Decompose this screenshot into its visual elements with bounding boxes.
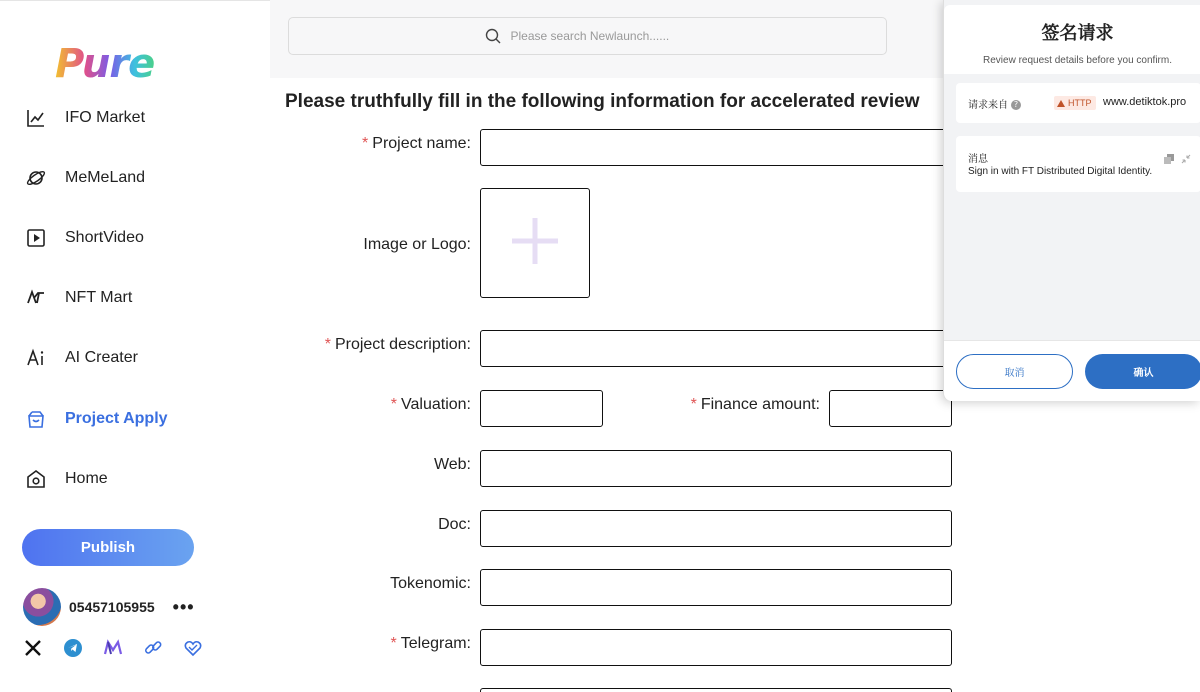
avatar[interactable] [23, 588, 61, 626]
form-title: Please truthfully fill in the following information for accelerated review [285, 91, 920, 112]
chart-line-icon [25, 107, 47, 129]
nav-label: MeMeLand [65, 169, 146, 186]
dialog-footer [944, 340, 1200, 401]
valuation-input[interactable] [480, 390, 603, 427]
project-name-label: * Project name: [362, 135, 471, 152]
image-upload-button[interactable] [480, 188, 590, 298]
web-input[interactable] [480, 450, 952, 487]
project-name-input[interactable] [480, 129, 955, 166]
publish-button[interactable]: Publish [22, 529, 194, 566]
tokenomic-label: Tokenomic: [390, 575, 471, 592]
signature-request-dialog [943, 0, 1200, 401]
tokenomic-input[interactable] [480, 569, 952, 606]
handshake-icon[interactable] [183, 638, 203, 658]
search-bar[interactable] [288, 17, 887, 55]
request-origin-card [956, 83, 1200, 123]
search-icon [485, 28, 501, 44]
warning-icon [1057, 100, 1065, 107]
nav-home[interactable] [25, 464, 108, 494]
http-warning-badge: HTTP [1054, 96, 1096, 110]
link-icon[interactable] [143, 638, 163, 658]
nav-label: Home [65, 470, 108, 487]
message-text: Sign in with FT Distributed Digital Identity. [968, 166, 1153, 177]
nav-label: IFO Market [65, 109, 146, 126]
finance-amount-label: * Finance amount: [690, 396, 820, 413]
dialog-header [944, 5, 1200, 74]
plus-icon [510, 216, 560, 271]
required-mark: * [390, 396, 398, 413]
project-description-input[interactable] [480, 330, 955, 367]
x-icon[interactable] [23, 638, 43, 658]
user-profile [23, 588, 195, 626]
dialog-title: 签名请求 [1041, 23, 1114, 44]
telegram-input[interactable] [480, 629, 952, 666]
svg-text:Pure: Pure [55, 41, 155, 85]
nav-project-apply[interactable] [25, 404, 168, 434]
cancel-button[interactable]: 取消 [956, 354, 1073, 389]
request-from-label: 请求来自 ? [968, 96, 1021, 111]
nav-label: Project Apply [65, 410, 168, 427]
nav-ifo-market[interactable] [25, 103, 145, 133]
confirm-button[interactable]: 确认 [1085, 354, 1200, 389]
finance-amount-input[interactable] [829, 390, 952, 427]
nav-ai-creater[interactable] [25, 343, 138, 373]
dialog-subtitle: Review request details before you confirm. [983, 55, 1172, 66]
required-mark: * [362, 135, 369, 152]
user-id: 05457105955 [69, 599, 155, 615]
nav-label: ShortVideo [65, 229, 144, 246]
ai-icon [25, 347, 47, 369]
project-description-label: * Project description: [324, 336, 471, 353]
image-logo-label: Image or Logo: [363, 236, 471, 253]
help-icon[interactable]: ? [1011, 100, 1021, 110]
copy-icon[interactable] [1164, 154, 1174, 164]
collapse-icon[interactable] [1181, 154, 1191, 164]
search-input[interactable] [511, 29, 691, 43]
nav-memeland[interactable] [25, 163, 145, 193]
social-links [23, 638, 223, 658]
medium-icon[interactable] [103, 638, 123, 658]
nft-icon [25, 287, 47, 309]
required-mark: * [390, 635, 397, 652]
nav-label: AI Creater [65, 349, 138, 366]
valuation-label: * Valuation: [390, 396, 471, 413]
more-options-button[interactable]: ••• [172, 596, 195, 617]
play-square-icon [25, 227, 47, 249]
nav-label: NFT Mart [65, 289, 133, 306]
next-field-input[interactable] [480, 688, 952, 692]
doc-input[interactable] [480, 510, 952, 547]
sidebar [0, 0, 270, 692]
request-site-url: www.detiktok.pro [1103, 96, 1187, 108]
message-card [956, 136, 1200, 192]
telegram-icon[interactable] [63, 638, 83, 658]
nav-nft-mart[interactable] [25, 283, 132, 313]
required-mark: * [690, 396, 697, 413]
pure-logo[interactable] [55, 41, 170, 85]
home-icon [25, 468, 47, 490]
telegram-label: * Telegram: [390, 635, 471, 652]
message-label: 消息 [968, 154, 988, 165]
planet-icon [25, 167, 47, 189]
doc-label: Doc: [438, 516, 471, 533]
web-label: Web: [433, 456, 471, 473]
shopping-bag-icon [25, 408, 47, 430]
required-mark: * [324, 336, 331, 353]
nav-shortvideo[interactable] [25, 223, 144, 253]
